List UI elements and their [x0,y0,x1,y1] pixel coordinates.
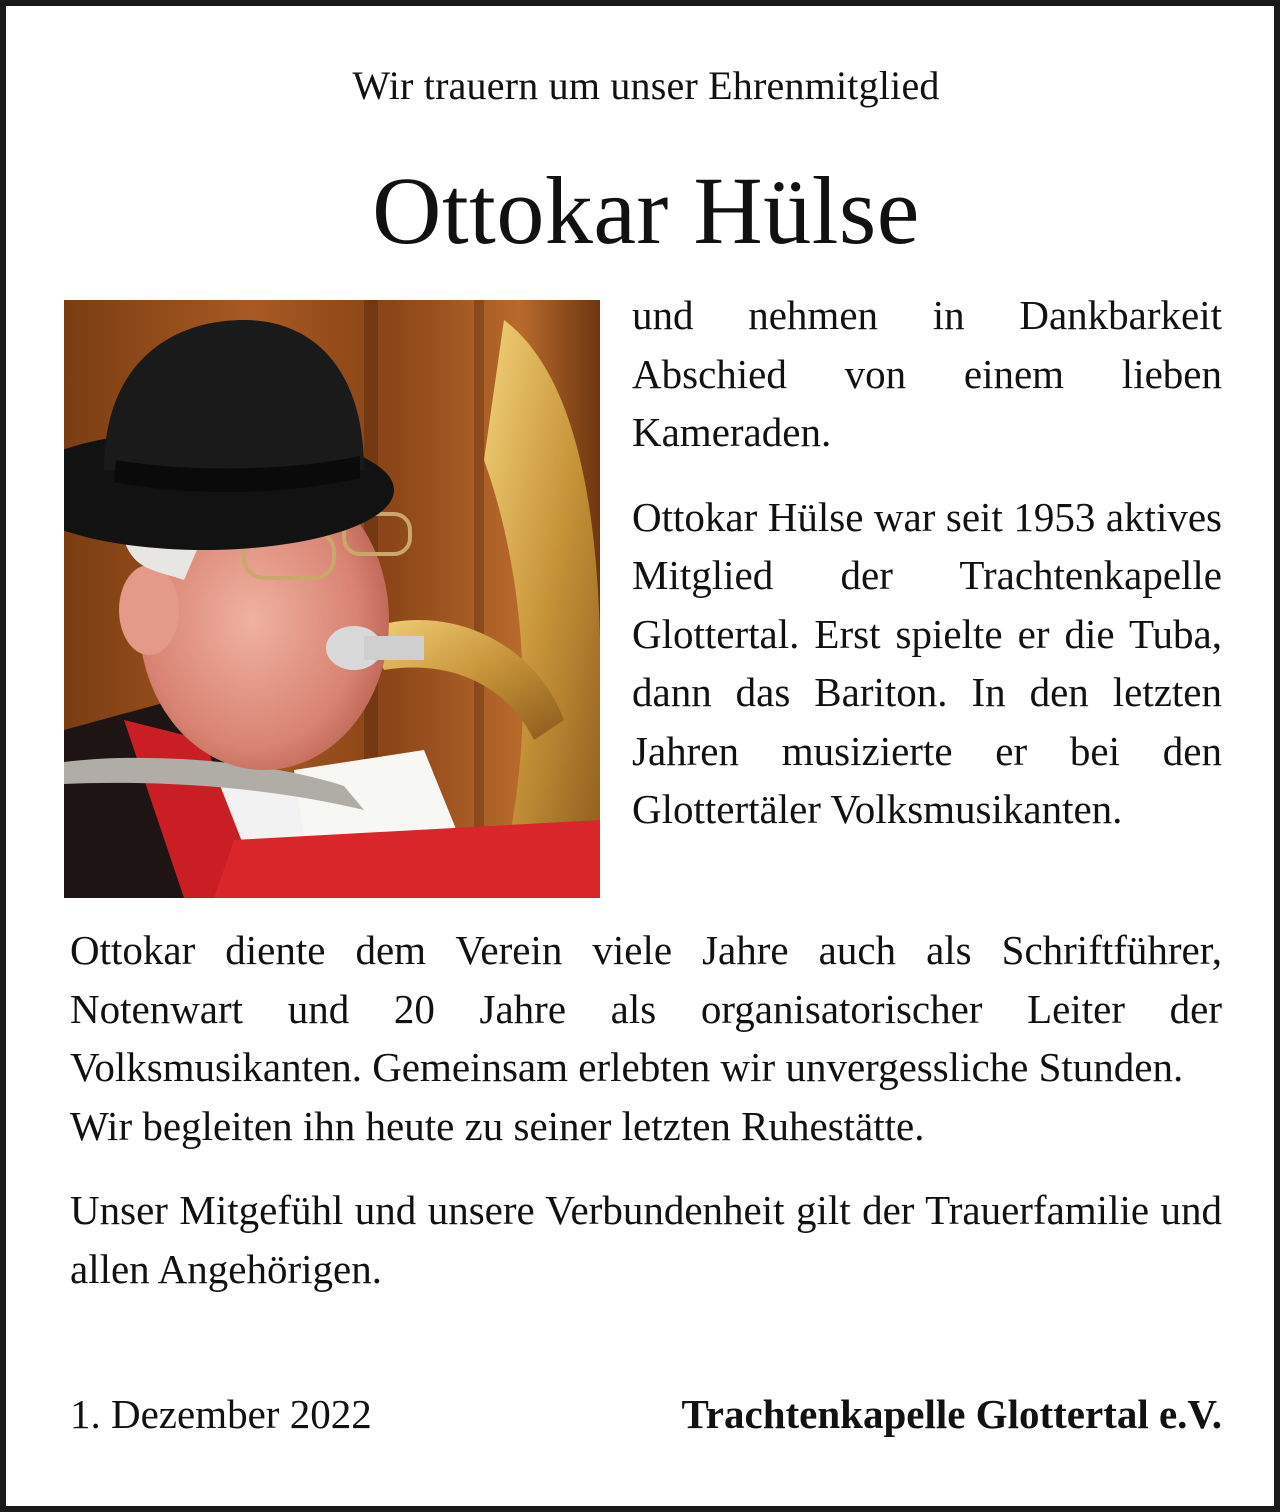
notice-date: 1. Dezember 2022 [70,1391,372,1437]
deceased-name: Ottokar Hülse [372,157,920,264]
portrait-photo-icon [64,300,600,898]
text-paragraph-3: Ottokar diente dem Verein viele Jahre auch als Schriftführer, Notenwart und 20 Jahre als organisatorischer Leiter der Volksmusikanten. Gemeinsam erlebten wir unvergessliche Stunden. [70,927,1222,1090]
side-text-block [632,286,1222,839]
footer [70,1384,1222,1444]
intro-line: Wir trauern um unser Ehrenmitglied [352,63,940,108]
organization-name: Trachtenkapelle Glottertal e.V. [681,1391,1222,1437]
text-paragraph-4: Wir begleiten ihn heute zu seiner letzten Ruhestätte. [70,1102,925,1149]
text-paragraph-5: Unser Mitgefühl und unsere Verbundenheit gilt der Trauerfamilie und allen Angehörigen. [70,1187,1222,1292]
text-paragraph-2: Ottokar Hülse war seit 1953 aktives Mitglied der Trachtenkapelle Glottertal. Erst spielte er die Tuba, dann das Bariton. In den letzten Jahren musizierte er bei den Glottertäler Volksmusikanten. [632,493,1222,832]
portrait-photo [64,300,600,898]
text-paragraph-1: und nehmen in Dankbarkeit Abschied von einem lieben Kameraden. [632,292,1222,455]
lower-text-block [70,921,1222,1298]
